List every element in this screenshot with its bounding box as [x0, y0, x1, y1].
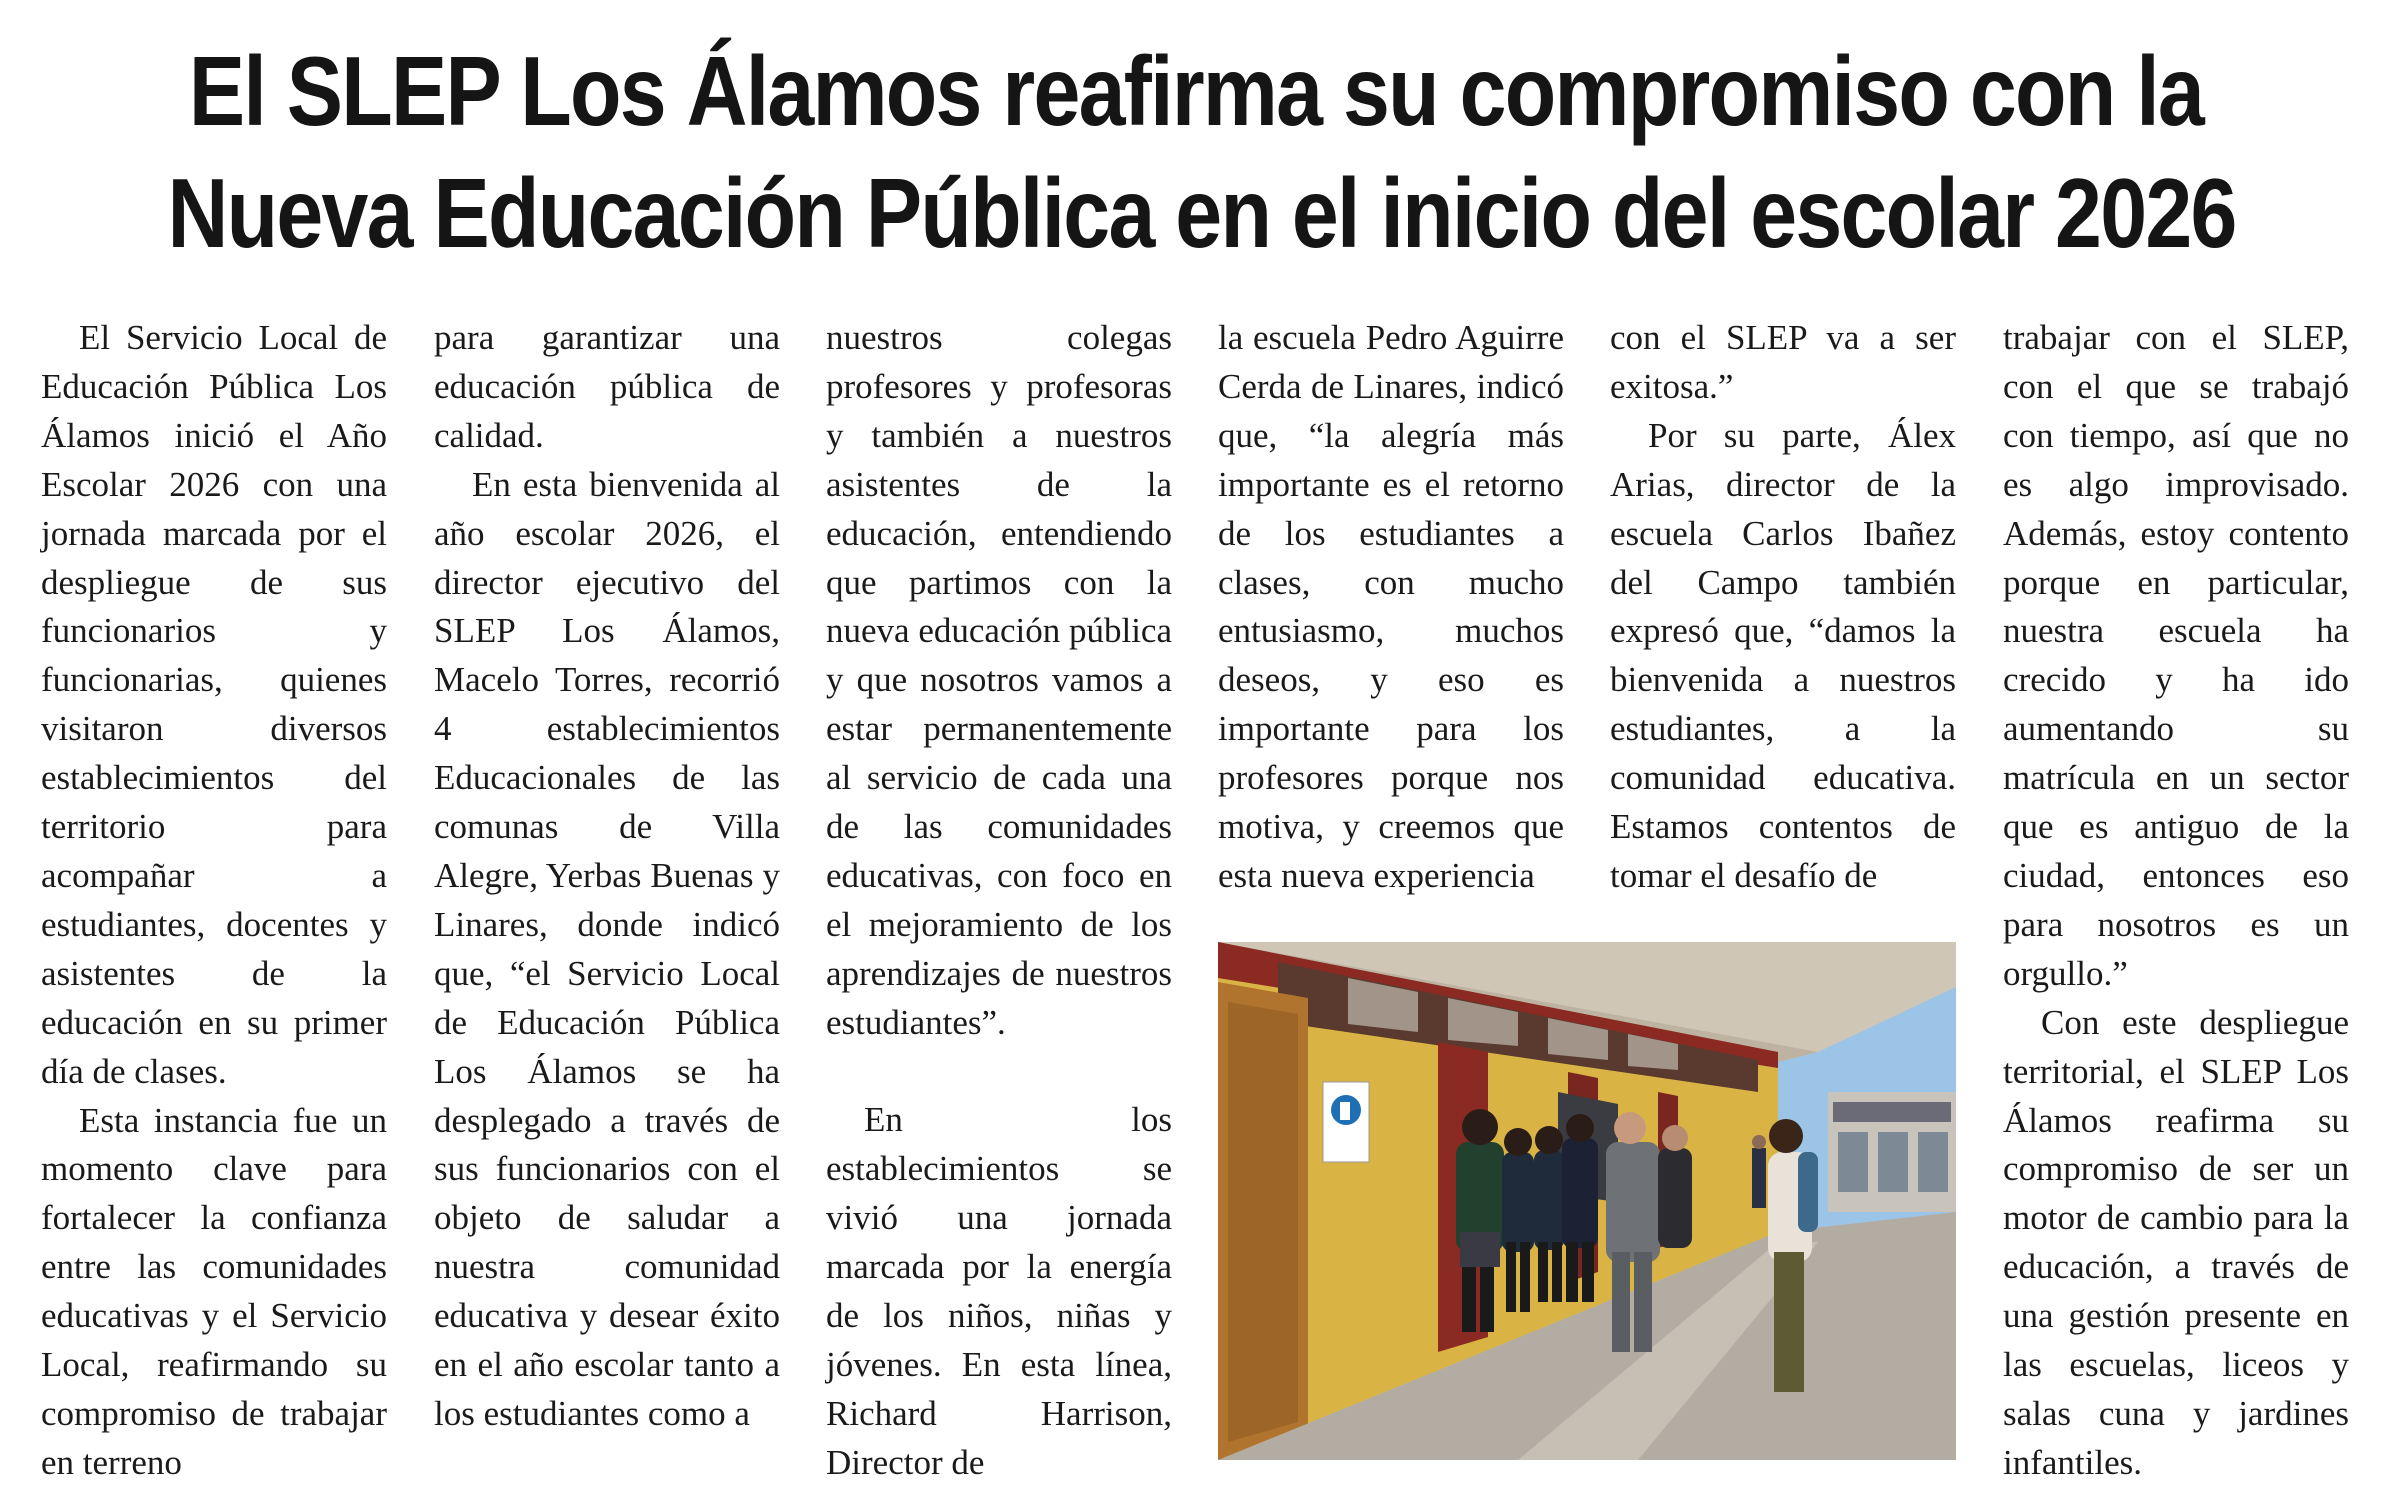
- paragraph: para garantizar una educación pública de calidad.: [434, 318, 780, 455]
- paragraph: con el SLEP va a ser exitosa.”: [1610, 318, 1956, 406]
- headline-line-2: Nueva Educación Pública en el inicio del escolar 2026: [167, 158, 2236, 268]
- column-2: [434, 314, 780, 1439]
- paragraph: Esta instancia fue un momento clave para fortalecer la confianza entre las comunidades educativas y el Servicio Local, reafirmando su compromiso de trabajar en terreno: [41, 1100, 387, 1482]
- paragraph: la escuela Pedro Aguirre Cerda de Linares, indicó que, “la alegría más importante es el retorno de los estudiantes a clases, con mucho entusiasmo, muchos deseos, y eso es importante para los profesores porque nos motiva, y creemos que esta nueva experiencia: [1218, 318, 1564, 895]
- paragraph: En los establecimientos se vivió una jornada marcada por la energía de los niños, niñas y jóvenes. En esta línea, Richard Harrison, Director de: [826, 1100, 1172, 1482]
- paragraph: trabajar con el SLEP, con el que se trabajó con tiempo, así que no es algo improvisado. Además, estoy contento porque en particular, nuestra escuela ha crecido y ha ido aumentando su matrícula en un sector que es antiguo de la ciudad, entonces eso para nosotros es un orgullo.”: [2003, 318, 2349, 993]
- article-photo: [1218, 942, 1956, 1460]
- paragraph: El Servicio Local de Educación Pública Los Álamos inició el Año Escolar 2026 con una jornada marcada por el despliegue de sus funcionarios y funcionarias, quienes visitaron diversos establecimientos del territorio para acompañar a estudiantes, docentes y asistentes de la educación en su primer día de clases.: [41, 318, 387, 1091]
- paragraph: nuestros colegas profesores y profesoras y también a nuestros asistentes de la educación, entendiendo que partimos con la nueva educación pública y que nosotros vamos a estar permanentemente al servicio de cada una de las comunidades educativas, con foco en el mejoramiento de los aprendizajes de nuestros estudiantes”.: [826, 318, 1172, 1042]
- paragraph: Por su parte, Álex Arias, director de la escuela Carlos Ibañez del Campo también expresó que, “damos la bienvenida a nuestros estudiantes, a la comunidad educativa. Estamos contentos de tomar el desafío de: [1610, 415, 1956, 895]
- paragraph: En esta bienvenida al año escolar 2026, el director ejecutivo del SLEP Los Álamos, Macelo Torres, recorrió 4 establecimientos Educacionales de las comunas de Villa Alegre, Yerbas Buenas y Linares, donde indicó que, “el Servicio Local de Educación Pública Los Álamos se ha desplegado a través de sus funcionarios con el objeto de saludar a nuestra comunidad educativa y desear éxito en el año escolar tanto a los estudiantes como a: [434, 464, 780, 1433]
- paragraph: Con este despliegue territorial, el SLEP Los Álamos reafirma su compromiso de ser un motor de cambio para la educación, a través de una gestión presente en las escuelas, liceos y salas cuna y jardines infantiles.: [2003, 1002, 2349, 1482]
- headline: [167, 30, 2236, 274]
- column-1: [41, 314, 387, 1488]
- column-4: [1218, 314, 1564, 901]
- column-3: [826, 314, 1172, 1488]
- column-6: [2003, 314, 2349, 1488]
- column-5: [1610, 314, 1956, 901]
- headline-line-1: El SLEP Los Álamos reafirma su compromiso con la: [188, 36, 2204, 146]
